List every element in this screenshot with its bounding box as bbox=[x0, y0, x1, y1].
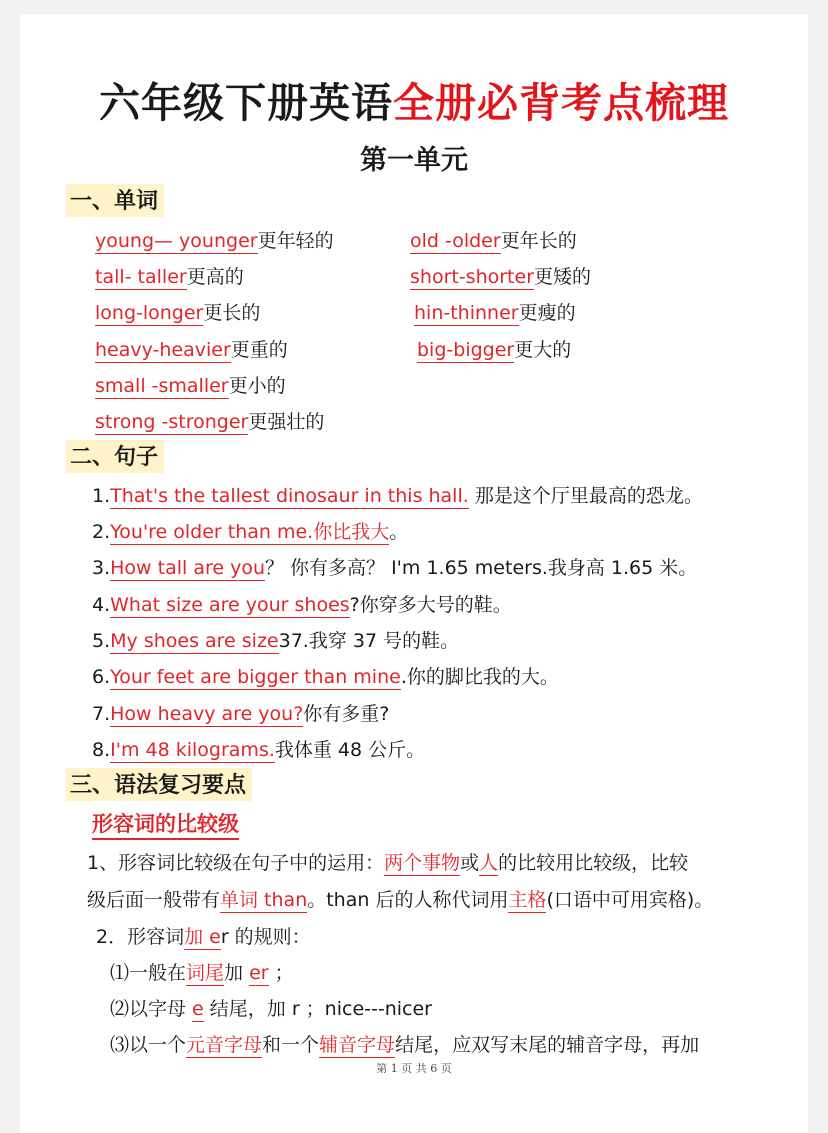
rule-1: ⑴一般在词尾加 er ； bbox=[110, 962, 294, 984]
title-part-1: 六年级下册英语 bbox=[99, 79, 393, 127]
sentence-item: 4.What size are your shoes?你穿多大号的鞋。 bbox=[92, 594, 512, 616]
title-part-2: 全册必背考点梳理 bbox=[393, 79, 729, 127]
word-item: long-longer更长的 bbox=[95, 302, 261, 324]
section-heading-sentences: 二、句子 bbox=[66, 440, 164, 473]
sentence-item: 5.My shoes are size37.我穿 37 号的鞋。 bbox=[92, 630, 460, 652]
word-item: hin-thinner更瘦的 bbox=[414, 302, 576, 324]
sentence-item: 3.How tall are you？ 你有多高？ I'm 1.65 meters.我身高 1.65 米。 bbox=[92, 557, 698, 579]
sentence-item: 1.That's the tallest dinosaur in this hall. 那是这个厅里最高的恐龙。 bbox=[92, 485, 703, 507]
rule-2: ⑵以字母 e 结尾，加 r ；nice---nicer bbox=[110, 998, 432, 1020]
word-item: old -older更年长的 bbox=[410, 230, 577, 252]
word-item: heavy-heavier更重的 bbox=[95, 339, 288, 361]
unit-heading: 第一单元 bbox=[360, 145, 468, 176]
page-title bbox=[20, 70, 808, 129]
rule-3: ⑶以一个元音字母和一个辅音字母结尾，应双写末尾的辅音字母，再加 bbox=[110, 1034, 700, 1056]
sentence-item: 7.How heavy are you?你有多重? bbox=[92, 703, 390, 725]
word-item: big-bigger更大的 bbox=[417, 339, 572, 361]
word-item: tall- taller更高的 bbox=[95, 266, 244, 288]
sentence-item: 8.I'm 48 kilograms.我体重 48 公斤。 bbox=[92, 739, 426, 761]
grammar-line-3: 2．形容词加 er 的规则： bbox=[96, 926, 311, 948]
section-heading-grammar: 三、语法复习要点 bbox=[66, 768, 252, 801]
word-item: small -smaller更小的 bbox=[95, 375, 286, 397]
sentence-item: 2.You're older than me.你比我大。 bbox=[92, 521, 409, 543]
document-page bbox=[20, 14, 808, 1133]
sentence-item: 6.Your feet are bigger than mine.你的脚比我的大。 bbox=[92, 666, 559, 688]
grammar-line-1: 1、形容词比较级在句子中的运用：两个事物或人的比较用比较级，比较 bbox=[87, 852, 689, 874]
word-item: strong -stronger更强壮的 bbox=[95, 411, 325, 433]
page-footer: 第 1 页 共 6 页 bbox=[376, 1062, 452, 1075]
word-item: young— younger更年轻的 bbox=[95, 230, 334, 252]
subheading-comparative: 形容词的比较级 bbox=[92, 808, 239, 840]
grammar-line-2: 级后面一般带有单词 than。than 后的人称代词用主格(口语中可用宾格)。 bbox=[87, 889, 714, 911]
word-item: short-shorter更矮的 bbox=[410, 266, 592, 288]
section-heading-words: 一、单词 bbox=[66, 184, 164, 217]
